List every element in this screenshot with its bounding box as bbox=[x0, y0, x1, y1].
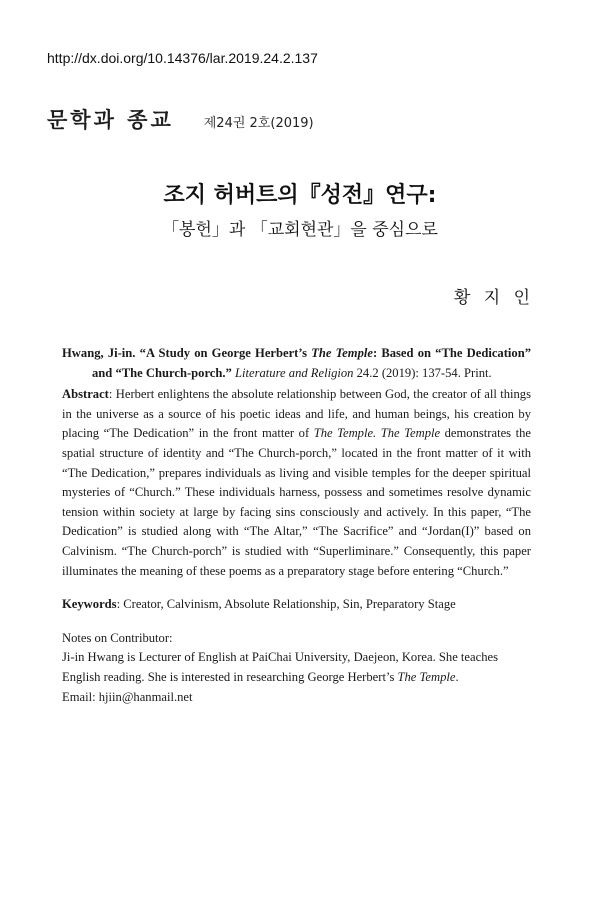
abstract-text-1: : Herbert enlightens the absolute relationship between God, the creator of all things in the universe as a source of his poetic ideas and life, and human beings, his creation by placing “The Dedication” in the front matter of bbox=[62, 387, 531, 441]
paper-subtitle: 「봉헌」과 「교회현관」을 중심으로 bbox=[162, 220, 438, 240]
author-name: 황 지 인 bbox=[453, 288, 534, 308]
abstract-book-title: The Temple. The Temple bbox=[313, 426, 441, 441]
citation-authors: Hwang, Ji-in. bbox=[62, 346, 136, 360]
citation-journal: Literature and Religion bbox=[235, 365, 354, 380]
article-body bbox=[62, 344, 531, 707]
abstract bbox=[62, 385, 531, 581]
citation-title-part2: : Based on “The Dedication” and “The Church-porch.” bbox=[92, 346, 532, 380]
keywords-text: : Creator, Calvinism, Absolute Relationship, Sin, Preparatory Stage bbox=[116, 597, 456, 612]
notes-bio-text: Ji-in Hwang is Lecturer of English at PaiChai University, Daejeon, Korea. She teaches English reading. She is interested in researching George Herbert’s bbox=[62, 650, 498, 684]
keywords bbox=[62, 595, 531, 615]
abstract-label: Abstract bbox=[62, 387, 109, 402]
paper-title: 조지 허버트의『성전』연구: bbox=[163, 183, 437, 208]
notes-email[interactable]: Email: hjiin@hanmail.net bbox=[62, 689, 193, 704]
contributor-notes bbox=[62, 629, 531, 707]
journal-name: 문학과 종교 bbox=[47, 108, 174, 132]
keywords-label: Keywords bbox=[62, 597, 117, 612]
citation bbox=[62, 344, 531, 383]
citation-details: 24.2 (2019): 137-54. Print. bbox=[353, 365, 492, 380]
notes-bio bbox=[62, 648, 531, 687]
citation-book-title: The Temple bbox=[311, 346, 373, 360]
journal-issue: 제24권 2호(2019) bbox=[203, 116, 314, 131]
notes-bio-end: . bbox=[455, 669, 459, 684]
citation-title-part1: “A Study on George Herbert’s bbox=[139, 346, 307, 360]
notes-book-title: The Temple bbox=[397, 669, 456, 684]
notes-heading: Notes on Contributor: bbox=[62, 630, 173, 645]
abstract-text-2: demonstrates the spatial structure of identity and “The Church-porch,” located in the front matter of it with “The Dedication,” prepares individuals as living and visible temples for the deeper spiritual mysteries of “Church.” These individuals harness, possess and sometimes resolve dynamic tension within society at large by facing sins consciously and actively. In this paper, “The Dedication” is studied along with “The Altar,” “The Sacrifice” and “Jordan(I)” based on Calvinism. “The Church-porch” is studied with “Superliminare.” Consequently, this paper illuminates the meaning of these poems as a preparatory stage before entering “Church.” bbox=[62, 426, 531, 578]
doi-link[interactable]: http://dx.doi.org/10.14376/lar.2019.24.2.137 bbox=[47, 50, 318, 66]
journal-header bbox=[47, 104, 314, 134]
